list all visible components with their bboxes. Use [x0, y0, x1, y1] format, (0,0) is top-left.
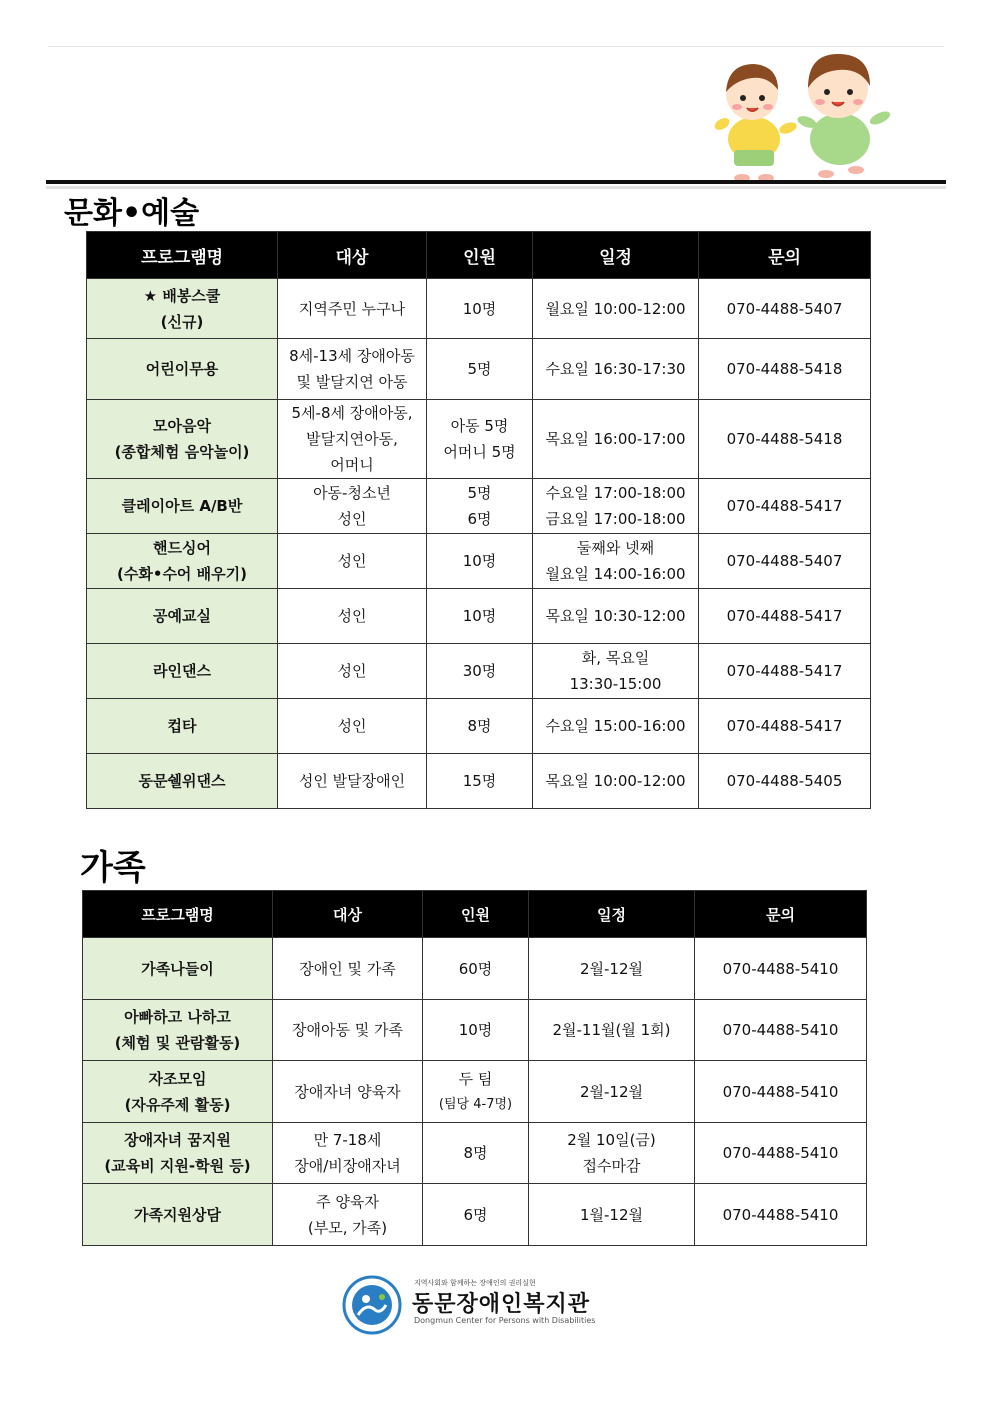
- program-name-cell: [87, 534, 278, 589]
- cell-line: 목요일 10:30-12:00: [545, 607, 686, 625]
- program-name-cell: [87, 400, 278, 479]
- target-cell: [278, 479, 427, 534]
- header-schedule: 일정: [533, 232, 699, 279]
- cell-line: 동문쉘위댄스: [138, 772, 226, 790]
- cell-line: 모아음악: [153, 417, 211, 435]
- cell-line: 10명: [462, 299, 497, 318]
- contact-cell: 070-4488-5410: [695, 938, 867, 1000]
- target-cell: [278, 754, 427, 809]
- contact-cell: 070-4488-5417: [699, 589, 871, 644]
- cell-line: 수요일 15:00-16:00: [545, 717, 686, 735]
- cell-line: 5명: [467, 484, 492, 502]
- count-cell: [427, 699, 533, 754]
- cell-line: 13:30-15:00: [569, 675, 662, 693]
- count-cell: [423, 1184, 529, 1246]
- schedule-cell: [533, 534, 699, 589]
- family-program-table: [82, 890, 867, 1246]
- cell-line: (부모, 가족): [307, 1218, 388, 1237]
- target-cell: [278, 699, 427, 754]
- header-contact: 문의: [695, 891, 867, 938]
- cell-line: (신규): [160, 312, 204, 331]
- cell-line: 월요일 14:00-16:00: [545, 565, 686, 583]
- table-row: [87, 339, 871, 400]
- footer-slogan: 지역사회와 함께하는 장애인의 권리실현: [414, 1279, 536, 1287]
- count-cell: [427, 339, 533, 400]
- cell-line: 2월-12월: [579, 959, 644, 978]
- footer-org-english: Dongmun Center for Persons with Disabilities: [414, 1316, 596, 1325]
- footer-org-name: 동문장애인복지관: [412, 1292, 591, 1317]
- count-cell: [427, 589, 533, 644]
- cell-line: 클레이아트 A/B반: [121, 497, 243, 515]
- cell-line: 성인: [337, 607, 367, 625]
- target-cell: [273, 1061, 423, 1123]
- program-name-cell: [87, 644, 278, 699]
- cell-line: 접수마감: [582, 1157, 641, 1175]
- children-illustration: [712, 44, 902, 184]
- target-cell: [273, 1123, 423, 1184]
- program-name-cell: [83, 1123, 273, 1184]
- count-cell: [423, 1123, 529, 1184]
- cell-line: 및 발달지연 아동: [296, 373, 408, 391]
- table-row: [87, 699, 871, 754]
- cell-line: 수요일 16:30-17:30: [545, 360, 686, 378]
- table-row: [83, 1123, 867, 1184]
- target-cell: [273, 1000, 423, 1061]
- contact-cell: 070-4488-5417: [699, 699, 871, 754]
- footer-logo: [340, 1275, 600, 1335]
- family-section-title: 가족: [80, 848, 146, 888]
- cell-line: 어머니 5명: [443, 443, 516, 461]
- target-cell: [278, 339, 427, 400]
- table-row: [87, 754, 871, 809]
- contact-cell: 070-4488-5410: [695, 1184, 867, 1246]
- schedule-cell: [533, 279, 699, 339]
- table-header-row: [83, 891, 867, 938]
- cell-line: 15명: [462, 772, 497, 790]
- cell-line: 아동-청소년: [313, 484, 391, 502]
- cell-line: 장애자녀 양육자: [294, 1082, 401, 1101]
- schedule-cell: [533, 589, 699, 644]
- count-cell: [423, 1061, 529, 1123]
- header-program: 프로그램명: [83, 891, 273, 938]
- header-target: 대상: [273, 891, 423, 938]
- cell-line: 핸드싱어: [153, 539, 211, 557]
- cell-line: 성인 발달장애인: [298, 772, 406, 790]
- cell-line: 화, 목요일: [581, 649, 650, 667]
- program-name-cell: [87, 339, 278, 400]
- cell-line: 장애인 및 가족: [299, 959, 396, 978]
- program-name-cell: [87, 279, 278, 339]
- emblem-icon: [340, 1275, 404, 1335]
- cell-line: 8세-13세 장애아동: [289, 347, 415, 365]
- cell-line: 아빠하고 나하고: [124, 1008, 231, 1026]
- target-cell: [273, 938, 423, 1000]
- cell-line: 2월-11월(월 1회): [552, 1021, 671, 1039]
- table-row: [87, 644, 871, 699]
- schedule-cell: [533, 644, 699, 699]
- cell-line: 컵타: [167, 717, 197, 735]
- program-name-cell: [87, 699, 278, 754]
- contact-cell: 070-4488-5417: [699, 644, 871, 699]
- schedule-cell: [533, 400, 699, 479]
- target-cell: [278, 534, 427, 589]
- target-cell: [278, 644, 427, 699]
- cell-line: 8명: [467, 717, 492, 735]
- cell-line: 6명: [463, 1205, 488, 1224]
- cell-line: 30명: [462, 662, 497, 680]
- table-row: [87, 279, 871, 339]
- cell-line: 성인: [337, 717, 367, 735]
- target-cell: [278, 589, 427, 644]
- schedule-cell: [529, 1000, 695, 1061]
- contact-cell: 070-4488-5410: [695, 1061, 867, 1123]
- header-target: 대상: [278, 232, 427, 279]
- table-row: [87, 479, 871, 534]
- schedule-cell: [533, 699, 699, 754]
- table-row: [87, 534, 871, 589]
- cell-line: 목요일 16:00-17:00: [545, 430, 686, 448]
- cell-line: 5세-8세 장애아동,: [291, 404, 413, 422]
- cell-line: 공예교실: [153, 607, 211, 625]
- cell-line: 만 7-18세: [313, 1131, 382, 1149]
- table-header-row: [87, 232, 871, 279]
- program-name-cell: [87, 479, 278, 534]
- header-program: 프로그램명: [87, 232, 278, 279]
- table-row: [87, 589, 871, 644]
- culture-section-title: 문화•예술: [64, 196, 200, 231]
- cell-line: 10명: [458, 1021, 493, 1039]
- schedule-cell: [529, 1184, 695, 1246]
- cell-line: 수요일 17:00-18:00: [545, 484, 686, 502]
- contact-cell: 070-4488-5405: [699, 754, 871, 809]
- cell-line: (자유주제 활동): [124, 1095, 231, 1114]
- cell-line: 1월-12월: [579, 1205, 644, 1224]
- header-schedule: 일정: [529, 891, 695, 938]
- header-rule: [46, 180, 946, 184]
- table-row: [83, 938, 867, 1000]
- count-cell: [427, 644, 533, 699]
- count-cell: [427, 400, 533, 479]
- cell-line: 2월-12월: [579, 1082, 644, 1101]
- schedule-cell: [533, 479, 699, 534]
- contact-cell: 070-4488-5418: [699, 339, 871, 400]
- target-cell: [278, 400, 427, 479]
- count-cell: [423, 938, 529, 1000]
- cell-line: 성인: [337, 510, 367, 528]
- cell-line: 2월 10일(금): [567, 1131, 656, 1149]
- program-name-cell: [87, 589, 278, 644]
- cell-line: 둘째와 넷째: [576, 539, 655, 557]
- cell-line: 라인댄스: [153, 662, 211, 680]
- cell-line: 5명: [467, 360, 492, 378]
- cell-line: (수화•수어 배우기): [117, 565, 247, 583]
- cell-line: 아동 5명: [450, 417, 509, 435]
- table-row: [83, 1061, 867, 1123]
- schedule-cell: [533, 754, 699, 809]
- schedule-cell: [529, 1123, 695, 1184]
- header-contact: 문의: [699, 232, 871, 279]
- program-name-cell: [83, 1061, 273, 1123]
- cell-line: 장애/비장애자녀: [294, 1157, 401, 1175]
- cell-line: ★ 배봉스쿨: [143, 286, 221, 305]
- cell-line: 지역주민 누구나: [298, 299, 406, 318]
- program-name-cell: [83, 938, 273, 1000]
- count-cell: [427, 754, 533, 809]
- header-count: 인원: [427, 232, 533, 279]
- table-row: [83, 1184, 867, 1246]
- contact-cell: 070-4488-5418: [699, 400, 871, 479]
- target-cell: [278, 279, 427, 339]
- header-count: 인원: [423, 891, 529, 938]
- cell-line: 8명: [463, 1144, 488, 1162]
- culture-program-table: [86, 231, 871, 809]
- table-row: [87, 400, 871, 479]
- contact-cell: 070-4488-5407: [699, 279, 871, 339]
- count-cell: [423, 1000, 529, 1061]
- cell-line: 10명: [462, 607, 497, 625]
- program-name-cell: [83, 1184, 273, 1246]
- table-row: [83, 1000, 867, 1061]
- cell-line: 장애아동 및 가족: [292, 1021, 403, 1039]
- cell-line: 월요일 10:00-12:00: [545, 299, 686, 318]
- cell-line: (종합체험 음악놀이): [114, 443, 250, 461]
- target-cell: [273, 1184, 423, 1246]
- contact-cell: 070-4488-5407: [699, 534, 871, 589]
- program-name-cell: [83, 1000, 273, 1061]
- program-name-cell: [87, 754, 278, 809]
- schedule-cell: [529, 938, 695, 1000]
- count-cell: [427, 534, 533, 589]
- cell-line: 어머니: [330, 456, 374, 474]
- schedule-cell: [529, 1061, 695, 1123]
- cell-line: 가족나들이: [141, 959, 214, 978]
- schedule-cell: [533, 339, 699, 400]
- cell-line: 6명: [467, 510, 492, 528]
- cell-line: 자조모임: [148, 1069, 207, 1088]
- cell-line: 두 팀: [458, 1069, 493, 1088]
- cell-line: 성인: [337, 662, 367, 680]
- cell-line: 주 양육자: [316, 1192, 379, 1211]
- cell-line: 어린이무용: [145, 360, 219, 378]
- contact-cell: 070-4488-5417: [699, 479, 871, 534]
- cell-line: (팀당 4-7명): [438, 1096, 513, 1112]
- contact-cell: 070-4488-5410: [695, 1123, 867, 1184]
- cell-line: 금요일 17:00-18:00: [545, 510, 686, 528]
- cell-line: 장애자녀 꿈지원: [124, 1131, 231, 1149]
- cell-line: 목요일 10:00-12:00: [545, 772, 686, 790]
- contact-cell: 070-4488-5410: [695, 1000, 867, 1061]
- count-cell: [427, 479, 533, 534]
- cell-line: 가족지원상담: [134, 1205, 221, 1224]
- cell-line: 발달지연아동,: [306, 430, 398, 448]
- cell-line: (체험 및 관람활동): [114, 1034, 241, 1052]
- cell-line: 성인: [337, 552, 367, 570]
- cell-line: (교육비 지원-학원 등): [104, 1157, 251, 1175]
- count-cell: [427, 279, 533, 339]
- cell-line: 10명: [462, 552, 497, 570]
- cell-line: 60명: [458, 959, 493, 978]
